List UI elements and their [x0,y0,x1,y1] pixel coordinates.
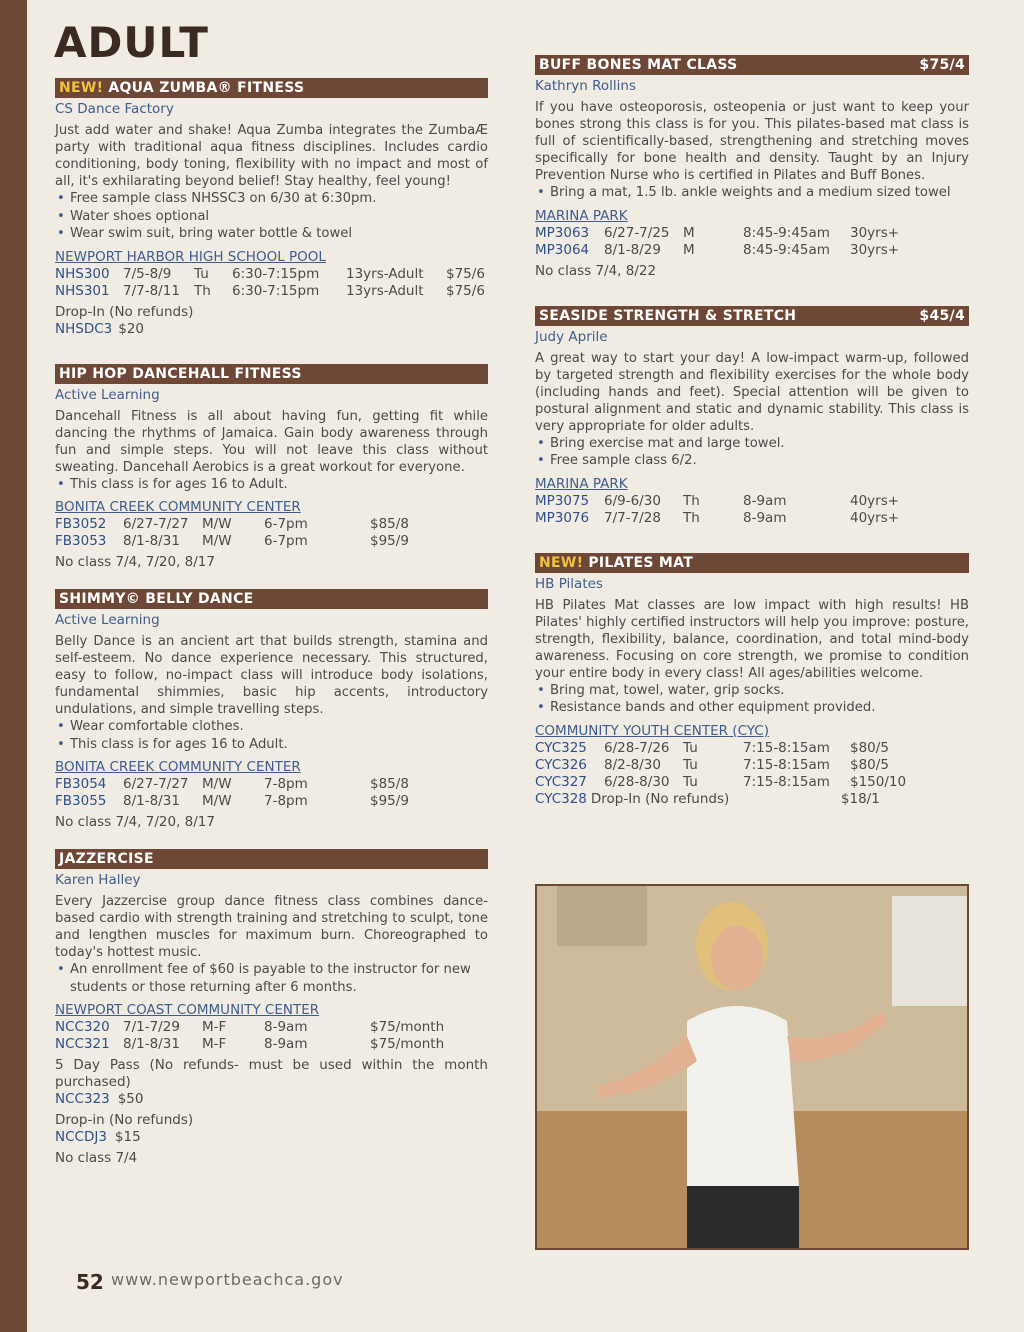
schedule-row [535,740,969,757]
schedule-row [55,533,488,550]
bullet-item: • Bring exercise mat and large towel. [535,435,969,453]
day: M/W [202,793,232,809]
time: 8:45-9:45am [743,224,830,241]
no-class-note: No class 7/4 [55,1150,138,1166]
schedule-row [55,1019,488,1036]
location-link[interactable]: COMMUNITY YOUTH CENTER (CYC) [535,722,769,739]
course-code: MP3064 [535,241,590,258]
time: 7:15-8:15am [743,773,830,790]
time: 6-7pm [264,516,308,532]
section-header [535,306,969,326]
course-code: FB3053 [55,533,107,549]
class-title: SHIMMY© BELLY DANCE [59,591,254,607]
bullet-list [55,961,488,996]
day: Th [194,282,211,299]
day: M/W [202,776,232,792]
schedule-row [535,757,969,774]
class-description: Dancehall Fitness is all about having fun, getting fit while dancing the rhythms of Jamaica. Gain body awareness through fun and simple steps. You will not leave this class without sweating. Dancehall Aerobics is a great workout for everyone. [55,408,488,475]
time: 7-8pm [264,776,308,792]
dates: 8/1-8/31 [123,533,180,549]
day: Tu [194,265,209,282]
time: 8:45-9:45am [743,241,830,258]
section-header [55,364,488,384]
instructor: Active Learning [55,612,160,628]
section-header [55,589,488,609]
course-code: NHS301 [55,282,110,299]
bullet-list [55,476,488,494]
bullet-item: • Wear swim suit, bring water bottle & towel [55,225,488,243]
fee: $18/1 [840,790,880,807]
time: 8-9am [264,1019,308,1035]
bullet-list [55,718,488,753]
pilates-section [535,553,969,808]
course-code: CYC326 [535,756,587,773]
class-price: $45/4 [919,307,965,324]
bullet-list [55,190,488,243]
class-description: Belly Dance is an ancient art that builds strength, stamina and self-esteem. No dance experience necessary. This structured, easy to follow, no-impact class will introduce body isolations, fundamental shimmies, basic hip accents, introductory undulations, and simple travelling steps. [55,634,488,717]
fee: $85/8 [370,516,409,532]
schedule-row [55,1036,488,1053]
bullet-list [535,435,969,470]
instructor: HB Pilates [535,575,603,592]
fee: $95/9 [370,533,409,549]
class-title: AQUA ZUMBA® FITNESS [108,80,305,96]
class-description: HB Pilates Mat classes are low impact with high results! HB Pilates' highly certified instructors will help you improve: posture, strength, flexibility, balance, coordination, and total mind-body awareness. Focusing on core strength, we promise to condition your entire body in every class! All ages/abilities welcome. [535,597,969,681]
section-header [55,78,488,98]
fee: $75/month [370,1019,445,1035]
dates: 7/5-8/9 [123,265,172,282]
location-link[interactable]: MARINA PARK [535,207,628,224]
bullet-item: • Free sample class 6/2. [535,452,969,470]
course-code: FB3055 [55,793,107,809]
class-description: If you have osteoporosis, osteopenia or just want to keep your bones strong this class is for you. This pilates-based mat class is full of scientifically-based, strengthening and stretching moves specifically for bone health and density. Taught by an Injury Prevention Nurse who is certified in Pilates and Buff Bones. [535,100,969,183]
time: 7:15-8:15am [743,756,830,773]
age: 40yrs+ [850,509,900,526]
day: Tu [683,756,698,773]
age: 40yrs+ [850,492,900,509]
section-header [55,849,488,869]
day: M-F [202,1019,227,1035]
bullet-item: • Free sample class NHSSC3 on 6/30 at 6:30pm. [55,190,488,208]
class-price: $75/4 [919,57,965,73]
day: M/W [202,516,232,532]
jazzercise-section [55,849,488,1167]
section-header [535,55,969,75]
time: 8-9am [743,509,787,526]
dropin-row [55,321,488,338]
class-title: HIP HOP DANCEHALL FITNESS [59,365,302,382]
right-column [535,55,969,808]
dates: 8/1-8/29 [604,241,661,258]
course-code: NCC323 [55,1091,110,1107]
hip-hop-section [55,364,488,572]
page-number: 52 [76,1270,104,1294]
age: 30yrs+ [850,241,900,258]
day: Th [683,492,700,509]
schedule-row [535,225,969,242]
dropin-row [55,1129,488,1146]
course-code: CYC327 [535,773,587,790]
time: 7:15-8:15am [743,739,830,756]
website-url[interactable]: www.newportbeachca.gov [111,1270,344,1289]
seaside-section [535,306,969,527]
aqua-zumba-section [55,78,488,338]
instructor: Karen Halley [55,872,141,888]
fee: $20 [118,320,145,337]
bullet-item: • Bring mat, towel, water, grip socks. [535,682,969,700]
day: M [683,241,695,258]
new-badge: NEW! [539,554,584,571]
new-badge: NEW! [59,80,104,96]
schedule-row [535,242,969,259]
class-photo [535,884,969,1250]
day: M-F [202,1036,227,1052]
dropin-note: Drop-In (No refunds) [590,790,730,807]
class-title: BUFF BONES MAT CLASS [539,57,738,73]
age: 30yrs+ [850,224,900,241]
fee: $75/6 [446,282,485,299]
course-code: MP3075 [535,492,590,509]
no-class-note: No class 7/4, 8/22 [535,262,657,279]
location-link[interactable]: BONITA CREEK COMMUNITY CENTER [55,759,301,775]
location-link[interactable]: NEWPORT HARBOR HIGH SCHOOL POOL [55,248,326,265]
buff-bones-section [535,55,969,280]
course-code: NCC321 [55,1036,110,1052]
no-class-note: No class 7/4, 7/20, 8/17 [55,554,215,570]
age: 13yrs-Adult [346,265,424,282]
fee: $80/5 [850,756,889,773]
bullet-item: • Wear comfortable clothes. [55,718,488,736]
class-description: Just add water and shake! Aqua Zumba integrates the ZumbaÆ party with traditional aqua fitness disciplines. Includes cardio conditioning, body toning, flexibility with no impact and most of all, it's exhilarating beyond belief! Stay healthy, feel young! [55,123,488,189]
dates: 7/1-7/29 [123,1019,180,1035]
pass-note: 5 Day Pass (No refunds- must be used within the month purchased) [55,1057,488,1090]
bullet-item: • This class is for ages 16 to Adult. [55,476,488,494]
instructor: CS Dance Factory [55,101,174,117]
dates: 6/27-7/27 [123,516,189,532]
age: 13yrs-Adult [346,282,424,299]
fee: $80/5 [850,739,889,756]
dates: 6/27-7/25 [604,224,670,241]
dates: 8/2-8/30 [604,756,661,773]
course-code: NCCDJ3 [55,1129,107,1145]
time: 6-7pm [264,533,308,549]
dates: 8/1-8/31 [123,1036,180,1052]
fee: $50 [117,1091,144,1107]
section-header [535,553,969,573]
schedule-row [535,493,969,510]
dropin-row [535,791,969,808]
course-code: NHS300 [55,265,110,282]
fee: $150/10 [850,773,907,790]
dates: 8/1-8/31 [123,793,180,809]
instructor: Kathryn Rollins [535,78,636,94]
instructor: Judy Aprile [535,328,608,345]
schedule-row [55,516,488,533]
bullet-item: • This class is for ages 16 to Adult. [55,736,488,754]
course-code: CYC325 [535,739,587,756]
dates: 6/28-8/30 [604,773,670,790]
belly-dance-section [55,589,488,831]
time: 6:30-7:15pm [232,265,320,282]
day: Th [683,509,700,526]
instructor: Active Learning [55,386,160,403]
dates: 7/7-8/11 [123,282,180,299]
course-code: MP3063 [535,224,590,241]
fee: $75/month [370,1036,445,1052]
fee: $95/9 [370,793,409,809]
time: 8-9am [264,1036,308,1052]
class-title: PILATES MAT [588,554,694,571]
schedule-row [55,266,488,283]
bullet-list [535,682,969,717]
dates: 7/7-7/28 [604,509,661,526]
bullet-item: • Water shoes optional [55,208,488,226]
dates: 6/28-7/26 [604,739,670,756]
bullet-item: • An enrollment fee of $60 is payable to the instructor for new students or those returning after 6 months. [55,961,488,996]
course-code: NCC320 [55,1019,110,1035]
dancer-photo-illustration [537,886,967,1248]
fee: $75/6 [446,265,485,282]
day: Tu [683,773,698,790]
left-column [55,78,488,1167]
location-link[interactable]: NEWPORT COAST COMMUNITY CENTER [55,1002,320,1018]
dates: 6/27-7/27 [123,776,189,792]
location-link[interactable]: MARINA PARK [535,475,628,492]
course-code: FB3052 [55,516,107,532]
schedule-row [535,510,969,527]
pass-row [55,1091,488,1108]
day: M [683,224,695,241]
time: 7-8pm [264,793,308,809]
location-link[interactable]: BONITA CREEK COMMUNITY CENTER [55,499,301,515]
class-description: A great way to start your day! A low-impact warm-up, followed by targeted strength and flexibility exercises for the whole body (including hands and feet). Special attention will be given to postural alignment and static and dynamic stability. This class is very appropriate for older adults. [535,350,969,434]
class-description: Every Jazzercise group dance fitness class combines dance-based cardio with strength training and stretching to sculpt, tone and lengthen muscles for maximum burn. Choreographed to today's hottest music. [55,894,488,960]
fee: $85/8 [370,776,409,792]
class-title: JAZZERCISE [59,851,154,867]
course-code: NHSDC3 [55,320,113,337]
no-class-note: No class 7/4, 7/20, 8/17 [55,814,215,830]
dropin-note: Drop-in (No refunds) [55,1112,194,1128]
time: 8-9am [743,492,787,509]
bullet-item: • Resistance bands and other equipment provided. [535,699,969,717]
course-code: MP3076 [535,509,590,526]
schedule-row [55,776,488,793]
course-code: CYC328 [535,790,587,807]
bullet-list [535,184,969,202]
dates: 6/9-6/30 [604,492,661,509]
schedule-row [535,774,969,791]
side-bar [0,0,27,1332]
day: M/W [202,533,232,549]
fee: $15 [114,1129,141,1145]
time: 6:30-7:15pm [232,282,320,299]
dropin-note: Drop-In (No refunds) [55,303,194,320]
page-title: ADULT [54,18,209,67]
bullet-item: • Bring a mat, 1.5 lb. ankle weights and a medium sized towel [535,184,969,202]
day: Tu [683,739,698,756]
class-title: SEASIDE STRENGTH & STRETCH [539,307,797,324]
course-code: FB3054 [55,776,107,792]
schedule-row [55,283,488,300]
schedule-row [55,793,488,810]
